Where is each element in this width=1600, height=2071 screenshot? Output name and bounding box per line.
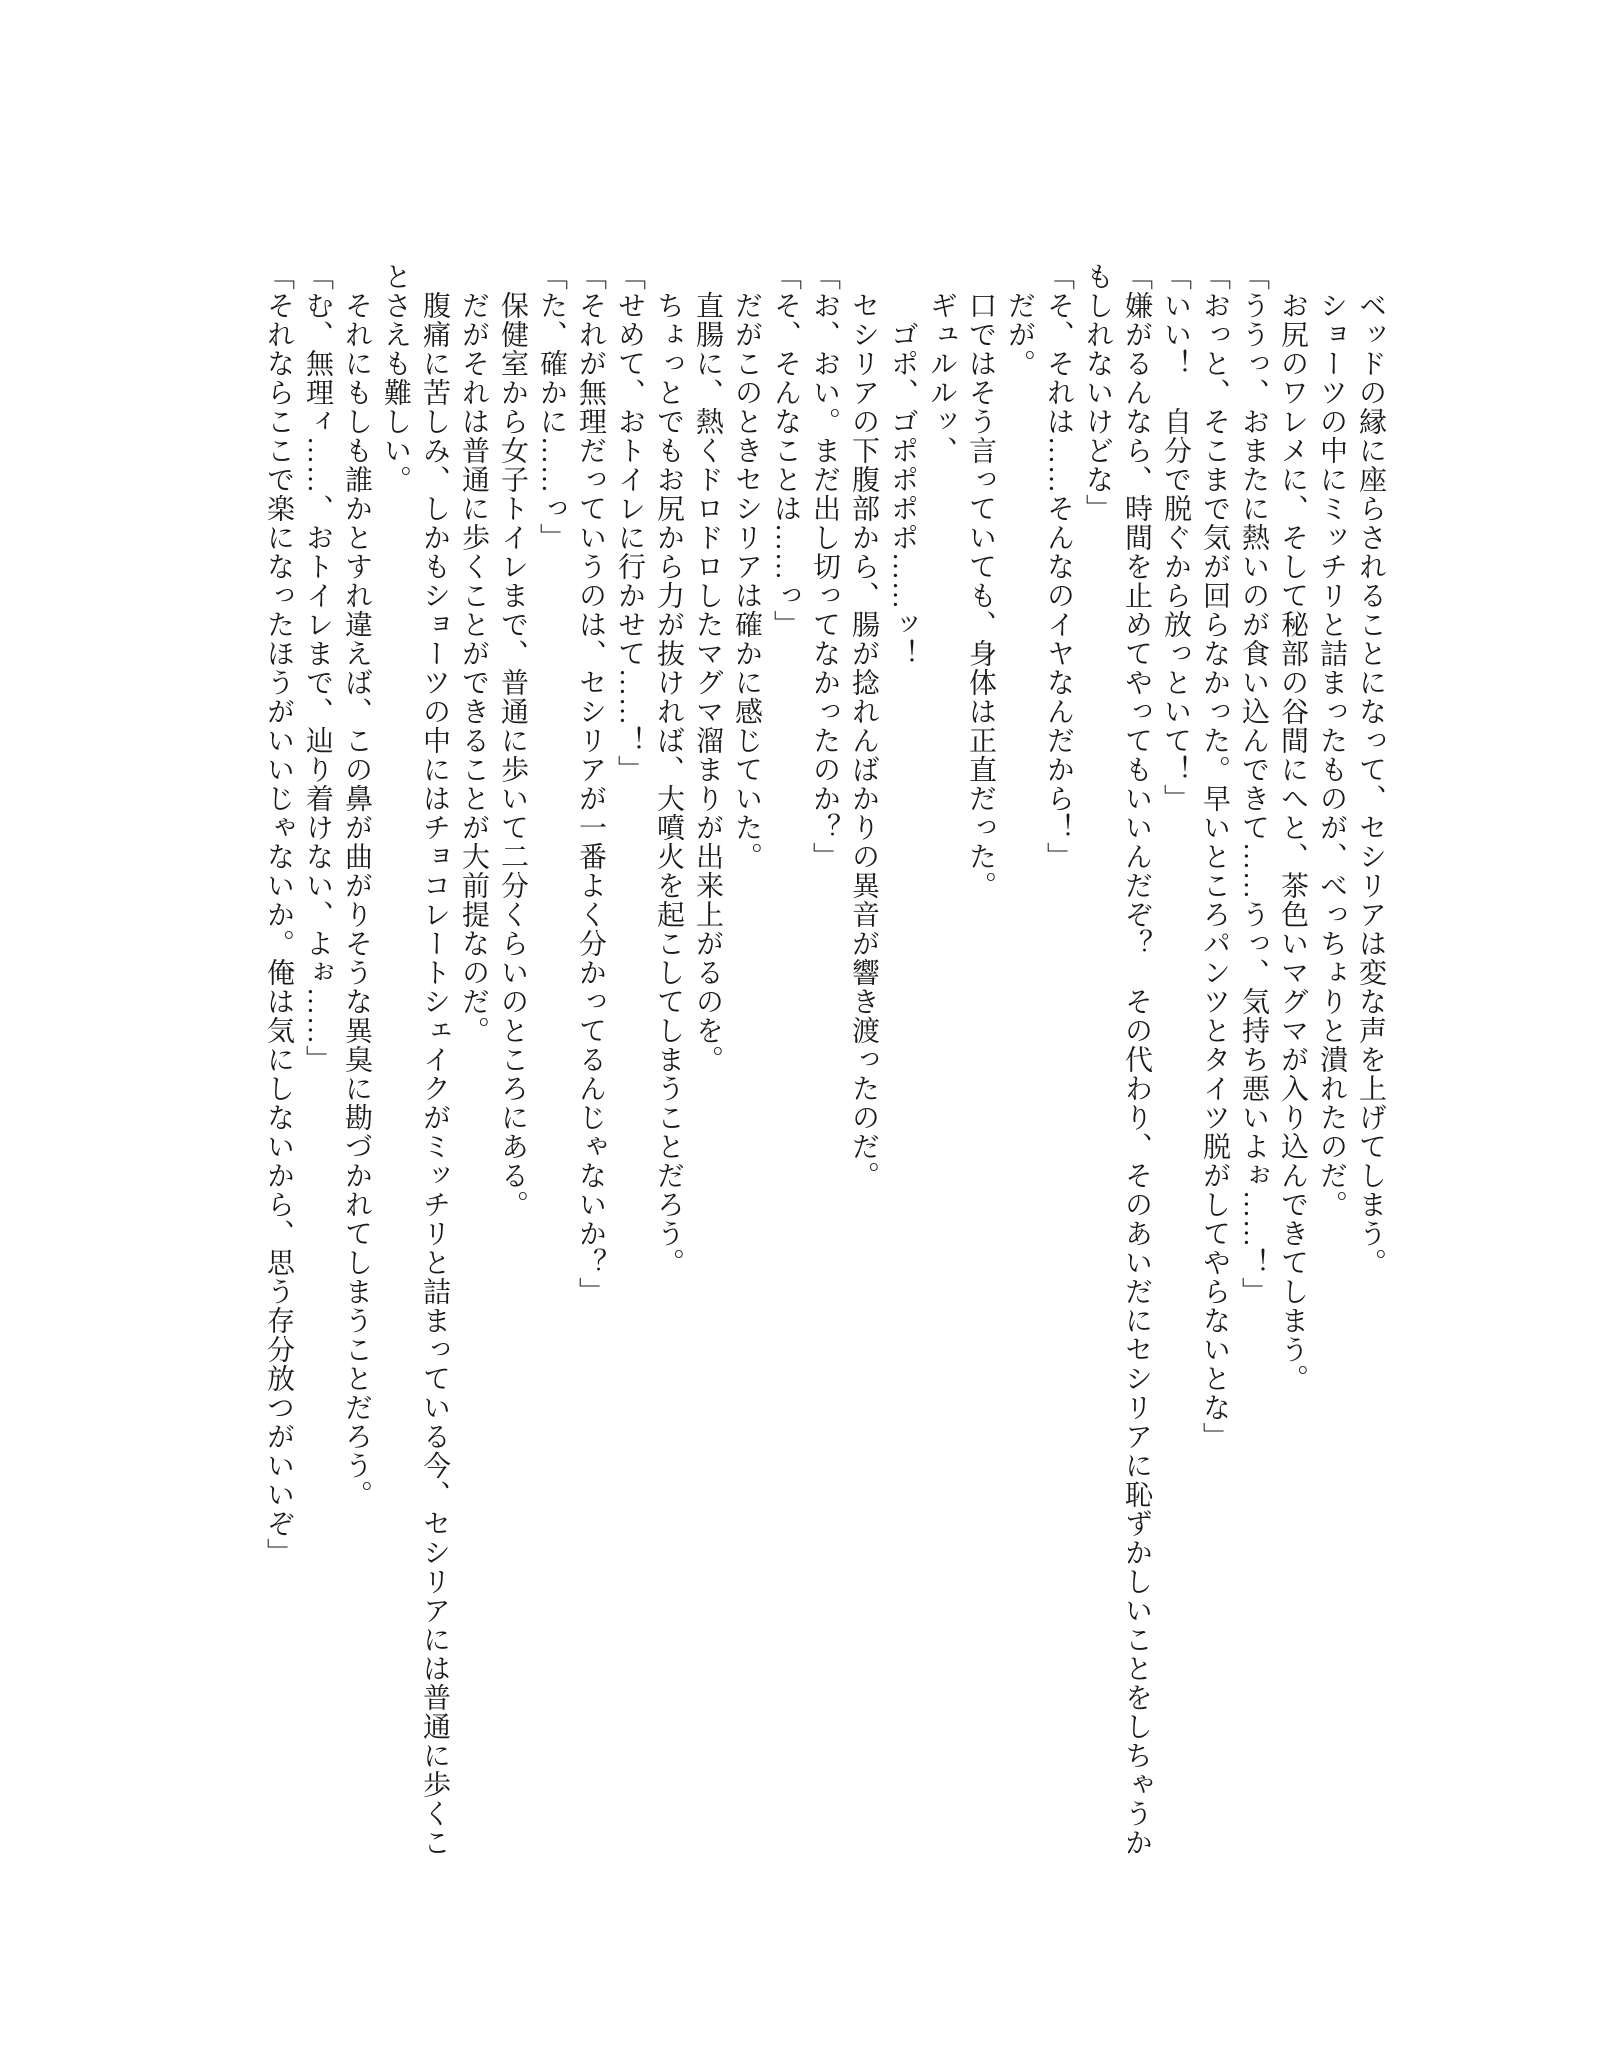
- vertical-text-block: [250, 262, 1390, 1962]
- text-line: 保健室から女子トイレまで、普通に歩いて二分くらいのところにある。: [497, 262, 528, 1219]
- text-line: 「それならここで楽になったほうがいいじゃないか。俺は気にしないから、思う存分放つがいいぞ」: [263, 262, 294, 1567]
- text-line: 「お、おい。まだ出し切ってなかったのか？」: [809, 262, 840, 871]
- text-line: だがこのときセシリアは確かに感じていた。: [731, 262, 762, 871]
- text-line: ショーツの中にミッチリと詰まったものが、べっちょりと潰れたのだ。: [1316, 262, 1347, 1219]
- text-line: 「せめて、おトイレに行かせて……！」: [614, 262, 645, 784]
- text-line: 「おっと、そこまで気が回らなかった。早いところパンツとタイツ脱がしてやらないとな」: [1199, 262, 1230, 1451]
- text-line: 「いい！ 自分で脱ぐから放っといて！」: [1160, 262, 1191, 813]
- text-line: 「そ、それは……そんなのイヤなんだから！」: [1043, 262, 1074, 871]
- text-line: 「それが無理だっていうのは、セシリアが一番よく分かってるんじゃないか？」: [575, 262, 606, 1306]
- text-line: 「嫌がるんなら、時間を止めてやってもいいんだぞ？ その代わり、そのあいだにセシリアに恥ずかしいことをしちゃうか: [1121, 262, 1152, 1857]
- text-line: 「た、確かに……っ」: [536, 262, 567, 552]
- text-line: とさえも難しい。: [380, 262, 411, 494]
- text-line: 腹痛に苦しみ、しかもショーツの中にはチョコレートシェイクがミッチリと詰まっている今、セシリアには普通に歩くこ: [419, 262, 450, 1857]
- text-line: お尻のワレメに、そして秘部の谷間にへと、茶色いマグマが入り込んできてしまう。: [1277, 262, 1308, 1393]
- text-line: ゴポ、ゴポポポポ……ッ！: [887, 262, 918, 668]
- text-line: 「そ、そんなことは……っ」: [770, 262, 801, 639]
- text-line: 「む、無理ィ……、おトイレまで、辿り着けない、よぉ……」: [302, 262, 333, 1074]
- text-line: セシリアの下腹部から、腸が捻れんばかりの異音が響き渡ったのだ。: [848, 262, 879, 1190]
- text-line: それにもしも誰かとすれ違えば、この鼻が曲がりそうな異臭に勘づかれてしまうことだろう。: [341, 262, 372, 1509]
- text-line: ベッドの縁に座らされることになって、セシリアは変な声を上げてしまう。: [1355, 262, 1386, 1277]
- text-line: 口ではそう言っていても、身体は正直だった。: [965, 262, 996, 900]
- text-line: 「ううっ、おまたに熱いのが食い込んできて……うっ、気持ち悪いよぉ……！」: [1238, 262, 1269, 1306]
- text-line: ギュルルッ、: [926, 262, 957, 465]
- text-line: だが。: [1004, 262, 1035, 378]
- text-line: 直腸に、熱くドロドロしたマグマ溜まりが出来上がるのを。: [692, 262, 723, 1074]
- text-line: ちょっとでもお尻から力が抜ければ、大噴火を起こしてしまうことだろう。: [653, 262, 684, 1277]
- text-line: だがそれは普通に歩くことができることが大前提なのだ。: [458, 262, 489, 1045]
- text-line: もしれないけどな」: [1082, 262, 1113, 523]
